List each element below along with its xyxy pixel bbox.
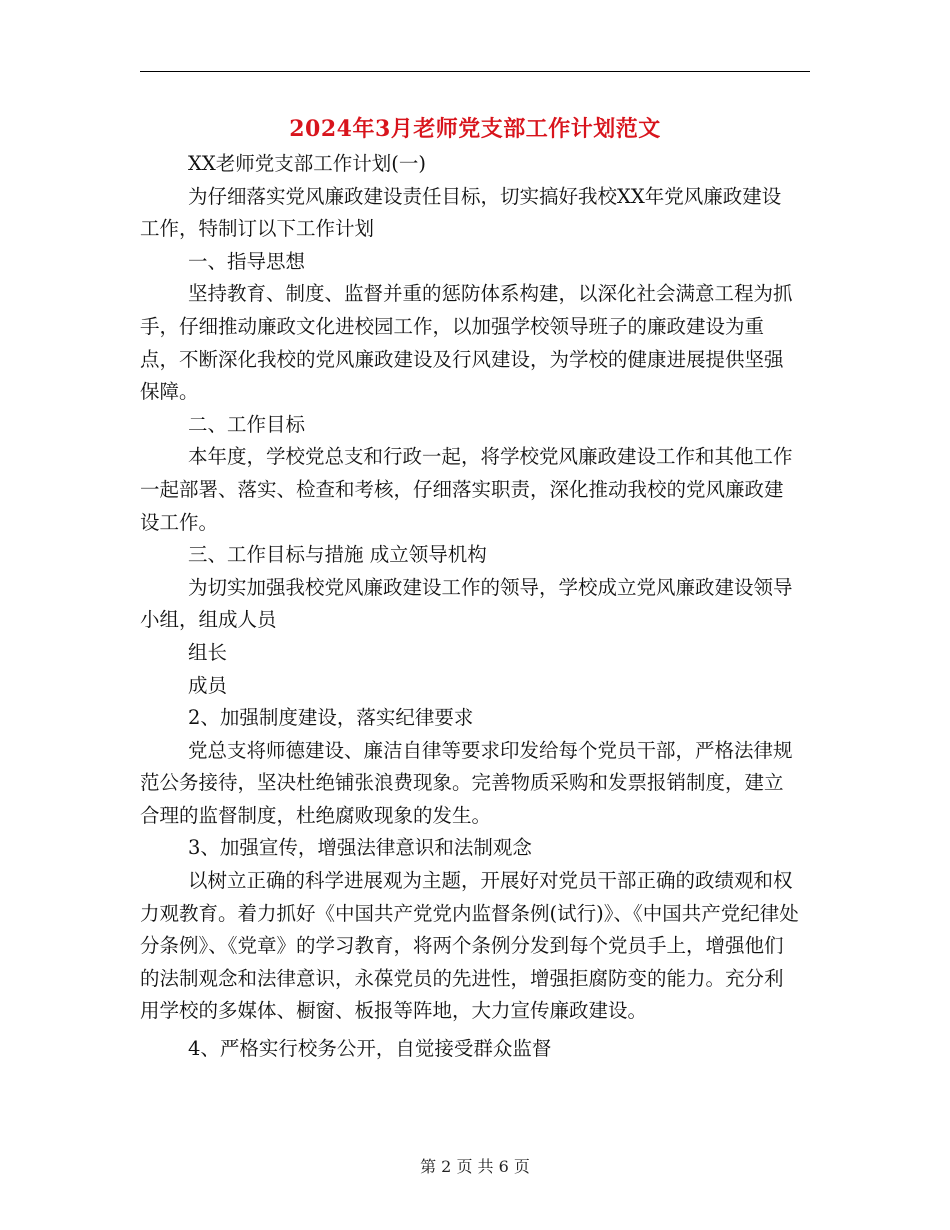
paragraph-publicity: 以树立正确的科学进展观为主题，开展好对党员干部正确的政绩观和权力观教育。着力抓好《中国共产党党内监督条例(试行)》、《中国共产党纪律处分条例》、《党章》的学习教育，将两个条例分发到每个党员手上，增强他们的法制观念和法律意识，永葆党员的先进性，增强拒腐防变的能力。充分利用学校的多媒体、橱窗、板报等阵地，大力宣传廉政建设。: [140, 869, 799, 1023]
paragraph-group-leader: 组长: [188, 640, 228, 664]
paragraph-system-building: 党总支将师德建设、廉洁自律等要求印发给每个党员干部，严格法律规范公务接待，坚决杜绝铺张浪费现象。完善物质采购和发票报销制度，建立合理的监督制度，杜绝腐败现象的发生。: [140, 738, 793, 827]
paragraph-leadership-group: 为切实加强我校党风廉政建设工作的领导，学校成立党风廉政建设领导小组，组成人员: [140, 575, 793, 632]
paragraph-plan-heading: XX老师党支部工作计划(一): [188, 152, 426, 175]
section-heading-publicity: 3、加强宣传，增强法律意识和法制观念: [188, 836, 532, 860]
section-heading-system-building: 2、加强制度建设，落实纪律要求: [188, 706, 474, 730]
section-heading-guiding-idea: 一、指导思想: [188, 249, 306, 273]
header-rule: [140, 71, 810, 72]
paragraph-group-members: 成员: [188, 673, 228, 697]
section-heading-transparency: 4、严格实行校务公开，自觉接受群众监督: [188, 1037, 552, 1061]
paragraph-guiding-idea: 坚持教育、制度、监督并重的惩防体系构建，以深化社会满意工程为抓手，仔细推动廉政文化进校园工作，以加强学校领导班子的廉政建设为重点，不断深化我校的党风廉政建设及行风建设，为学校的健康进展提供坚强保障。: [140, 282, 793, 404]
section-heading-work-goal: 二、工作目标: [188, 412, 306, 436]
paragraph-work-goal: 本年度，学校党总支和行政一起，将学校党风廉政建设工作和其他工作一起部署、落实、检查和考核，仔细落实职责，深化推动我校的党风廉政建设工作。: [140, 445, 793, 534]
document-body: [140, 148, 800, 1066]
page-number-footer: 第 2 页 共 6 页: [420, 1157, 530, 1176]
document-title: 2024年3月老师党支部工作计划范文: [289, 116, 661, 142]
section-heading-measures: 三、工作目标与措施 成立领导机构: [188, 543, 487, 567]
paragraph-intro: 为仔细落实党风廉政建设责任目标，切实搞好我校XX年党风廉政建设工作，特制订以下工作计划: [140, 184, 782, 241]
